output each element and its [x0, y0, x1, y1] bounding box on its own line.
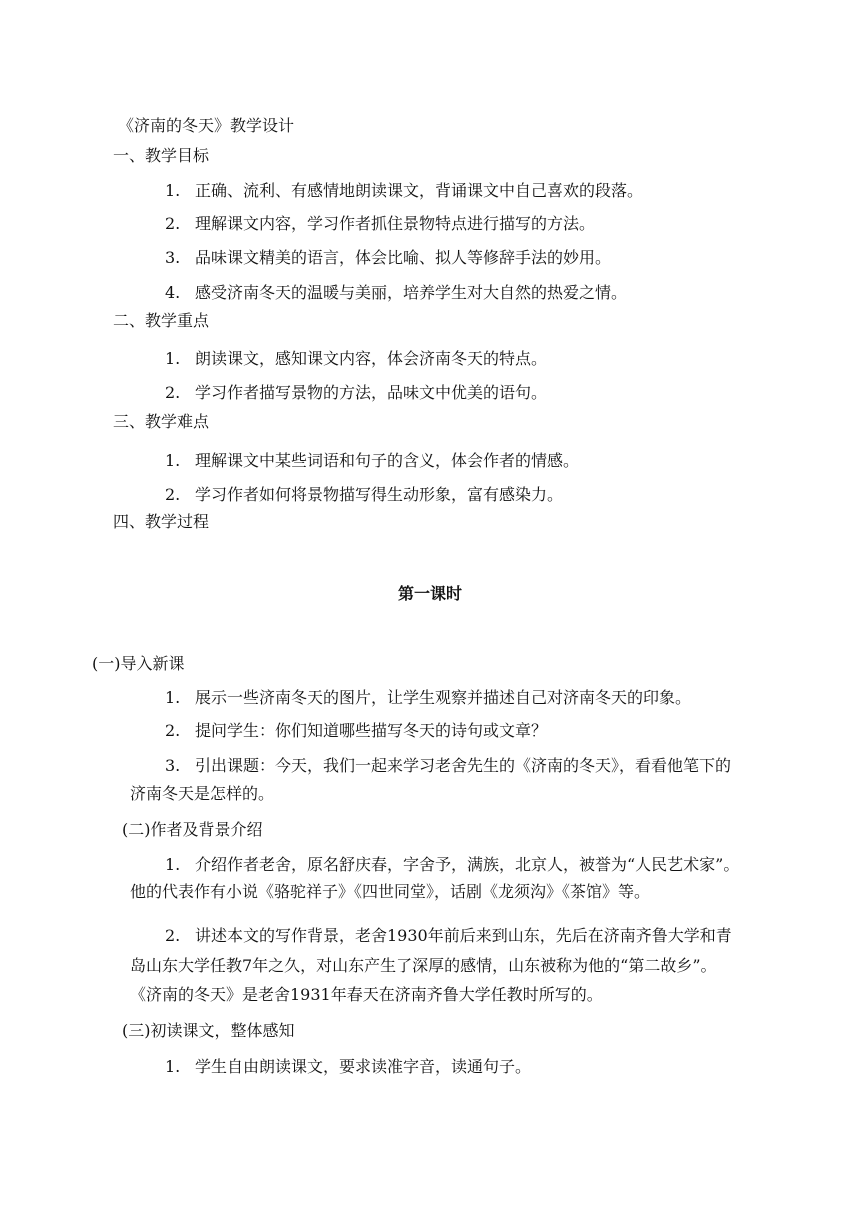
item-text: 讲述本文的写作背景，老舍1930年前后来到山东，先后在济南齐鲁大学和青	[195, 926, 732, 945]
section-heading-objectives: 一、教学目标	[113, 146, 210, 165]
item-number: 1.	[165, 1057, 181, 1076]
item-number: 2.	[165, 214, 181, 233]
item-number: 1.	[165, 855, 181, 874]
lesson-title: 第一课时	[397, 584, 462, 603]
section-heading-difficulties: 三、教学难点	[113, 412, 210, 431]
item-number: 3.	[165, 756, 181, 775]
item-text: 朗读课文，感知课文内容，体会济南冬天的特点。	[195, 349, 548, 368]
item-text: 展示一些济南冬天的图片，让学生观察并描述自己对济南冬天的印象。	[195, 688, 692, 707]
item-number: 2.	[165, 383, 181, 402]
part-heading-first-reading: (三)初读课文，整体感知	[122, 1021, 295, 1040]
list-item	[165, 756, 731, 776]
item-text: 提问学生：你们知道哪些描写冬天的诗句或文章？	[195, 721, 548, 740]
list-item	[165, 283, 627, 303]
item-number: 1.	[165, 349, 181, 368]
list-item	[165, 451, 579, 471]
item-number: 1.	[165, 451, 181, 470]
list-item	[165, 214, 595, 234]
list-item	[165, 688, 691, 708]
list-item	[165, 926, 732, 946]
item-text: 理解课文内容，学习作者抓住景物特点进行描写的方法。	[195, 214, 596, 233]
item-text-continuation: 《济南的冬天》是老舍1931年春天在济南齐鲁大学任教时所写的。	[130, 985, 603, 1004]
list-item	[165, 248, 611, 268]
item-text: 正确、流利、有感情地朗读课文，背诵课文中自己喜欢的段落。	[195, 181, 644, 200]
section-heading-key-points: 二、教学重点	[113, 311, 210, 330]
list-item	[165, 485, 563, 505]
item-number: 2.	[165, 485, 181, 504]
item-number: 2.	[165, 721, 181, 740]
part-heading-author: (二)作者及背景介绍	[122, 820, 263, 839]
list-item	[165, 383, 547, 403]
item-text: 学生自由朗读课文，要求读准字音，读通句子。	[195, 1057, 532, 1076]
item-text-continuation: 济南冬天是怎样的。	[130, 784, 275, 803]
document-title: 《济南的冬天》教学设计	[118, 116, 295, 135]
item-number: 3.	[165, 248, 181, 267]
list-item	[165, 349, 547, 369]
list-item	[165, 721, 547, 741]
part-heading-intro: (一)导入新课	[92, 654, 185, 673]
list-item	[165, 181, 643, 201]
item-number: 4.	[165, 283, 181, 302]
item-number: 1.	[165, 181, 181, 200]
item-text-continuation: 岛山东大学任教7年之久，对山东产生了深厚的感情，山东被称为他的“第二故乡”。	[130, 956, 717, 975]
item-text: 学习作者如何将景物描写得生动形象，富有感染力。	[195, 485, 564, 504]
item-text: 介绍作者老舍，原名舒庆春，字舍予，满族，北京人，被誉为“人民艺术家”。	[195, 855, 740, 874]
list-item	[165, 1057, 531, 1077]
list-item	[165, 855, 739, 875]
item-number: 1.	[165, 688, 181, 707]
item-text: 理解课文中某些词语和句子的含义，体会作者的情感。	[195, 451, 580, 470]
item-text: 感受济南冬天的温暖与美丽，培养学生对大自然的热爱之情。	[195, 283, 628, 302]
item-number: 2.	[165, 926, 181, 945]
item-text: 品味课文精美的语言，体会比喻、拟人等修辞手法的妙用。	[195, 248, 612, 267]
item-text-continuation: 他的代表作有小说《骆驼祥子》《四世同堂》，话剧《龙须沟》《茶馆》等。	[130, 882, 651, 901]
item-text: 学习作者描写景物的方法，品味文中优美的语句。	[195, 383, 548, 402]
section-heading-process: 四、教学过程	[113, 512, 210, 531]
item-text: 引出课题：今天，我们一起来学习老舍先生的《济南的冬天》，看看他笔下的	[195, 756, 732, 775]
